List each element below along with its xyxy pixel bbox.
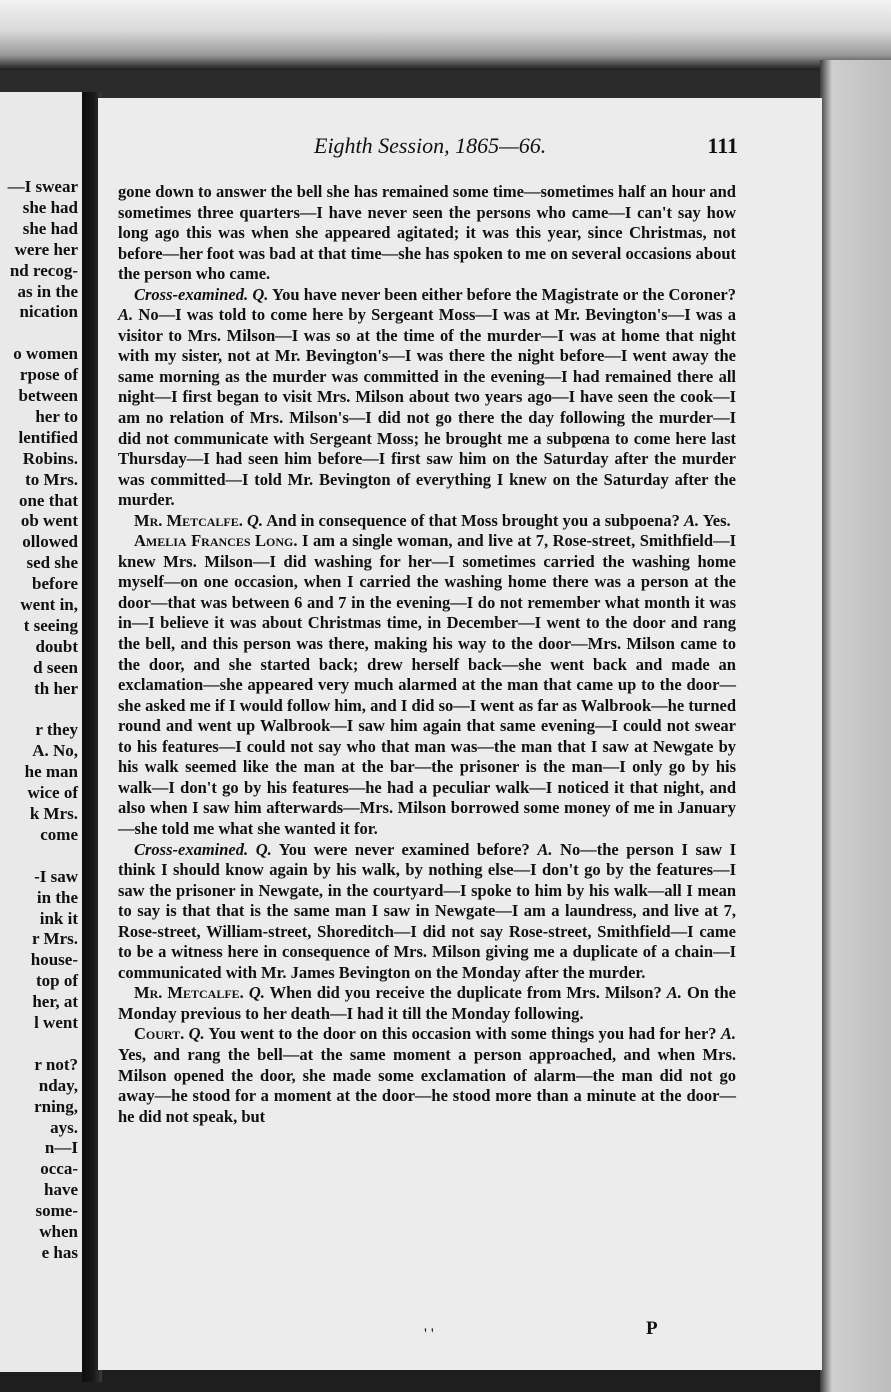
facing-page-line: Robins. xyxy=(22,448,78,468)
paragraph xyxy=(118,840,736,984)
facing-page-line: n—I xyxy=(44,1138,78,1158)
italic-marker: Cross-examined. xyxy=(134,284,249,304)
facing-page-line: sed she xyxy=(26,553,78,573)
top-scan-band xyxy=(0,0,891,70)
italic-marker: Q. xyxy=(248,983,265,1003)
facing-page-line: her to xyxy=(35,406,78,426)
page-header xyxy=(98,133,738,163)
paragraph xyxy=(118,1024,736,1127)
facing-page-line: rpose of xyxy=(19,365,78,385)
paragraph xyxy=(118,531,736,839)
paragraph-text: I am a single woman, and live at 7, Rose-street, Smithfield—I knew Mrs. Milson—I did washing for her—I sometimes carried the washing home myself—on one occasion, when I carried the washing home there was a person at the door—that was between 6 and 7 in the evening—I do not remember what month it was in—I believe it was about Christmas time, in December—I went to the door and rang the bell, and this person was there, making his way to the door—Mrs. Milson came to the door, and she started back; drew herself back—she went back and made an exclamation—she appeared very much alarmed at the man that came up to the door—she asked me if I would follow him, and I did so—I went as far as Walbrook—he turned round and went up Walbrook—I saw him again that same evening—I could not swear to his features—I could not say who that man was—the man that I saw at Newgate by his walk seemed like the man at the bar—the prisoner is the man—I only go by his walk—I don't go by his features—he had a peculiar walk—I noticed it that night, and also when I saw him afterwards—Mrs. Milson borrowed some money of me in January—she told me what she wanted it for. xyxy=(118,531,736,838)
facing-page-line: o women xyxy=(13,344,78,364)
facing-page-line: house- xyxy=(30,950,78,970)
facing-page-line: th her xyxy=(34,678,78,698)
paragraph xyxy=(118,182,736,285)
facing-page-line: r Mrs. xyxy=(32,929,78,949)
facing-page-line: —I swear xyxy=(7,177,78,196)
italic-marker: Cross-examined. xyxy=(134,839,249,859)
right-scan-edge xyxy=(820,60,891,1392)
facing-page-line: were her xyxy=(14,239,78,259)
italic-marker: A. xyxy=(537,839,553,859)
facing-page-line: t seeing xyxy=(23,615,78,635)
italic-marker: Q. xyxy=(247,510,264,530)
facing-page-line: wice of xyxy=(27,783,78,803)
facing-page-line: doubt xyxy=(35,636,78,656)
facing-page-line: one that xyxy=(18,490,78,510)
facing-page-line: ollowed xyxy=(22,532,78,552)
signature-mark: P xyxy=(646,1318,658,1339)
facing-page-line: between xyxy=(18,386,78,405)
facing-page-line: lentified xyxy=(18,427,78,447)
facing-page-line: ays. xyxy=(50,1117,78,1137)
paragraph-text: And in consequence of that Moss brought you a subpoena? xyxy=(263,510,685,530)
speaker-name: Mr. Metcalfe. xyxy=(134,510,243,530)
paragraph-text: No—the person I saw I think I should know again by his walk, by nothing else—I don't go by the features—I saw the prisoner in Newgate, in the courtyard—I spoke to him by his walk—all I mean to say is that that is the same man I saw in Newgate—I am a laundress, and live at 7, Rose-street, William-street, Shoreditch—I did not say Rose-street, Smithfield—I came to be a witness here in consequence of Mrs. Milson giving me a duplicate of a chain—I communicated with Mr. James Bevington on the Monday after the murder. xyxy=(118,839,737,982)
facing-page-line: d seen xyxy=(33,657,78,677)
paragraph xyxy=(118,511,736,532)
italic-marker: A. xyxy=(720,1024,737,1044)
facing-page-line: to Mrs. xyxy=(25,469,78,489)
page-body xyxy=(118,182,736,1127)
paragraph-text xyxy=(248,840,256,859)
speaker-name: Court. xyxy=(134,1024,185,1044)
facing-page-line: e has xyxy=(41,1242,78,1262)
paragraph-text: No—I was told to come here by Sergeant Moss—I was at Mr. Bevington's—I was a visitor to Mrs. Milson—I was so at the time of the murder—I was at home that night with my sister, not at Mr. Bevington's—I was there the night before—I went away the same morning as the murder was committed in the evening—I had remained there all night—I first began to visit Mrs. Milson about two years ago—I have seen the cook—I am no relation of Mrs. Milson's—I did not go there the day following the murder—I did not communicate with Sergeant Moss; he brought me a subpœna to come here last Thursday—I had seen him before—I first saw him on the Saturday after the murder was committed—I told Mr. Bevington of everything I knew on the Saturday after the murder. xyxy=(118,305,736,510)
facing-page-line: r not? xyxy=(34,1054,78,1074)
facing-page-line: rning, xyxy=(34,1096,78,1116)
paragraph-text: You were never examined before? xyxy=(271,839,538,859)
italic-marker: Q. xyxy=(255,839,272,859)
facing-page-line: have xyxy=(44,1180,78,1200)
facing-page-line: r they xyxy=(35,720,78,740)
italic-marker: A. xyxy=(684,510,700,530)
paragraph-text: You have never been either before the Magistrate or the Coroner? xyxy=(268,284,737,304)
italic-marker: Q. xyxy=(252,284,269,304)
facing-page-line: ob went xyxy=(20,511,78,531)
facing-page-line: occa- xyxy=(40,1159,78,1179)
paragraph-text: When did you receive the duplicate from Mrs. Milson? xyxy=(264,983,667,1003)
facing-page-line: she had xyxy=(22,218,78,238)
facing-page-line: A. No, xyxy=(32,741,78,761)
paragraph-text: Yes, and rang the bell—at the same moment a person approached, and when Mrs. Milson opened the door, she made some exclamation of alarm—the man did not go away—he stood for a moment at the door—he stood more than a minute at the door—he did not speak, but xyxy=(118,1044,736,1126)
facing-page-line: nday, xyxy=(38,1075,78,1095)
stray-mark: ' ' xyxy=(424,1326,434,1343)
italic-marker: Q. xyxy=(188,1024,205,1044)
facing-page-line: she had xyxy=(22,197,78,217)
paragraph-text: Yes. xyxy=(699,510,731,530)
speaker-name: Amelia Frances Long. xyxy=(134,531,298,551)
facing-page-fragment xyxy=(0,92,82,1372)
facing-page-line: k Mrs. xyxy=(29,804,78,823)
paragraph xyxy=(118,983,736,1024)
facing-page-line: nd recog- xyxy=(9,260,78,280)
facing-page-line: before xyxy=(32,574,78,594)
paragraph xyxy=(118,285,736,511)
italic-marker: A. xyxy=(118,305,134,325)
speaker-name: Mr. Metcalfe. xyxy=(134,983,244,1003)
running-title: Eighth Session, 1865—66. xyxy=(314,133,547,158)
paragraph-text: On the Monday previous to her death—I had it till the Monday following. xyxy=(118,983,737,1023)
paragraph-text: You went to the door on this occasion with some things you had for her? xyxy=(204,1024,721,1044)
facing-page-line: top of xyxy=(35,971,78,991)
facing-page-line: went in, xyxy=(20,595,78,614)
facing-page-line: when xyxy=(39,1222,78,1241)
facing-page-line: l went xyxy=(34,1013,78,1032)
facing-page-line: her, at xyxy=(32,992,78,1012)
facing-page-line: ink it xyxy=(39,908,78,928)
facing-page-line: some- xyxy=(35,1201,78,1221)
paragraph-text: gone down to answer the bell she has remained some time—sometimes half an hour and sometimes three quarters—I have never seen the persons who came—I can't say how long ago this was when she appeared agitated; it was this year, since Christmas, not before—her foot was bad at that time—she has spoken to me on several occasions about the person who came. xyxy=(118,182,736,284)
facing-page-line: he man xyxy=(24,762,78,782)
facing-page-line: in the xyxy=(36,887,78,907)
page-number: 111 xyxy=(707,133,738,158)
facing-page-line: -I saw xyxy=(34,866,78,886)
italic-marker: A. xyxy=(666,983,682,1003)
facing-page-line: come xyxy=(40,824,78,844)
facing-page-line: as in the xyxy=(17,281,78,301)
facing-page-line: nication xyxy=(19,302,78,322)
